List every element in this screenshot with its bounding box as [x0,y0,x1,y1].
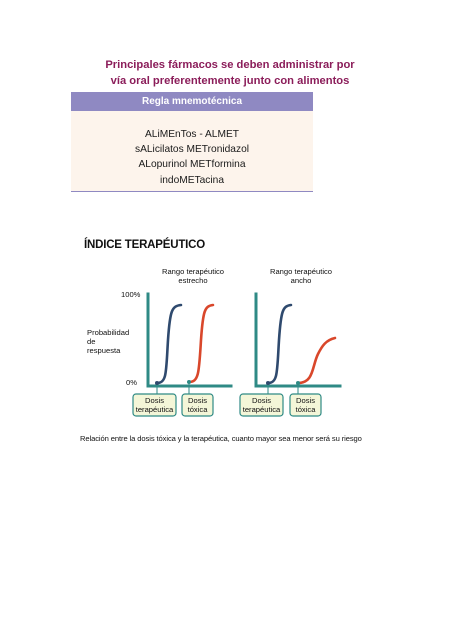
caption: Relación entre la dosis tóxica y la terapéutica, cuanto mayor sea menor será su riesgo [80,434,362,443]
right-toxic-box-line-2: tóxica [295,405,316,414]
mnemonic-line: indoMETacina [160,174,224,186]
section-title: ÍNDICE TERAPÉUTICO [84,239,205,251]
left-toxic-dot [187,380,191,384]
curve-origin-dots [155,381,270,385]
panel-right-label-line-1: Rango terapéutico [269,267,333,276]
right-toxic-box-line-1: Dosis [296,396,315,405]
title-line-1: Principales fármacos se deben administrar por [105,59,355,71]
right-toxic-dot [296,381,300,385]
panel-left-label-line-1: Rango terapéutico [161,267,225,276]
left-toxic-box-line-2: tóxica [187,405,208,414]
left-therapeutic-curve [157,305,181,383]
left-therapeutic-box-line-1: Dosis [145,396,164,405]
y-axis-label-line-2: de [87,337,96,346]
mnemonic-line: ALiMEnTos - ALMET [145,129,239,140]
panel-left-label-line-2: estrecho [178,276,208,285]
right-therapeutic-box-line-2: terapéutica [242,405,281,414]
mnemonic-line: ALopurinol METformina [138,159,246,171]
y-axis-top-label: 100% [121,290,141,299]
y-axis-label-line-3: respuesta [87,346,121,355]
title-line-2: vía oral preferentemente junto con alimentos [110,75,350,87]
right-therapeutic-curve [268,305,291,383]
right-therapeutic-box-line-1: Dosis [252,396,271,405]
box-connectors [157,382,298,394]
y-axis-label-line-1: Probabilidad [87,328,130,337]
left-therapeutic-box-line-2: terapéutica [135,405,174,414]
right-toxic-curve [298,338,335,383]
left-toxic-box-line-1: Dosis [188,396,207,405]
panel-right-label-line-2: ancho [290,276,312,285]
y-axis-bottom-label: 0% [126,378,137,387]
left-toxic-curve [189,305,213,382]
left-panel-axes [148,294,231,386]
mnemonic-header: Regla mnemotécnica [71,92,313,111]
mnemonic-line: sALicilatos METronidazol [135,144,249,156]
